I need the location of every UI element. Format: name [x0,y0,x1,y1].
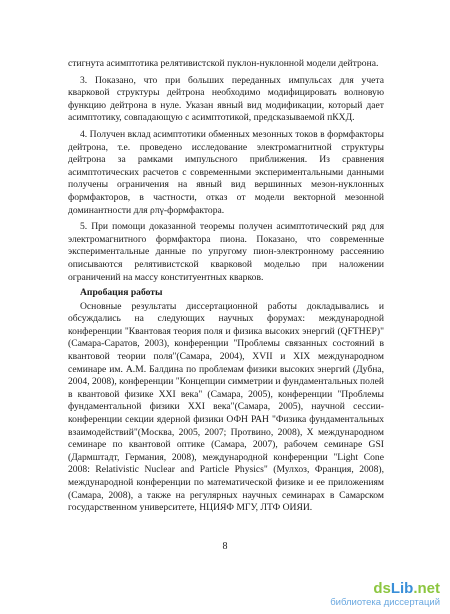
watermark-logo-net: .net [413,580,440,597]
page-number: 8 [222,541,228,552]
watermark-logo-ds: ds [373,580,391,597]
paragraph-approbation: Основные результаты диссертационной работы докладывались и обсуждались на следующих научных форумах: международной конференции "Квантовая теория поля и физика высоких энергий (QFTHEP)" (Самара-Саратов, 2003), конференции "Проблемы связанных состояний в квантовой теории поля"(Самара, 2004), XVII и XIX международном семинаре им. А.М. Балдина по проблемам физики высоких энергий (Дубна, 2004, 2008), конференции "Концепции симметрии и фундаментальных полей в квантовой физике XXI века" (Самара, 2005), конференции "Проблемы фундаментальной физики XXI века"(Самара, 2005), научной сессии-конференции секции ядерной физики ОФН РАН "Физика фундаментальных взаимодействий"(Москва, 2005, 2007; Протвино, 2008), X международном семинаре по квантовой оптике (Самара, 2007), рабочем семинаре GSI (Дармштадт, Германия, 2008), международной конференции "Light Cone 2008: Relativistic Nuclear and Particle Physics" (Мулхоз, Франция, 2008), международной конференции по математической физике и ее приложениям (Самара, 2008), а также на регулярных научных семинарах в Самарском государственном университете, НЦИЯФ МГУ, ЛТФ ОИЯИ. [68,300,385,514]
watermark-logo-lib: Lib [390,580,414,597]
paragraph-item-5: 5. При помощи доказанной теоремы получен асимптотический ряд для электромагнитного формфактора пиона. Показано, что современные экспериментальные данные по упругому пион-электронному рассеянию описываются релятивистской кварковой моделью при наложении ограничений на массу конституентных кварков. [68,221,384,283]
paragraph-item-4: 4. Получен вклад асимптотики обменных мезонных токов в формфакторы дейтрона, т.е. проведено исследование электромагнитной структуры дейтрона за рамками импульсного приближения. Из сравнения асимптотических расчетов с современными экспериментальными данными получены ограничения на явный вид вершинных мезон-нуклонных формфакторов, в частности, отказ от модели векторной мезонной доминантности для ρπγ-формфактора. [68,128,384,216]
watermark-subtitle: библиотека диссертаций [330,597,440,608]
watermark-logo[interactable] [330,581,440,597]
paragraph-item-3: 3. Показано, что при больших переданных импульсах для учета кварковой структуры дейтрона необходимо модифицировать волновую функцию дейтрона в нуле. Указан явный вид модификации, который дает асимптотику, совпадающую с асимптотикой, предсказываемой пКХД. [68,74,384,124]
watermark [330,581,440,608]
document-body [68,58,384,515]
section-heading: Апробация работы [80,287,163,299]
paragraph-continuation: стигнута асимптотика релятивистской пуклон-нуклонной модели дейтрона. [68,58,379,69]
